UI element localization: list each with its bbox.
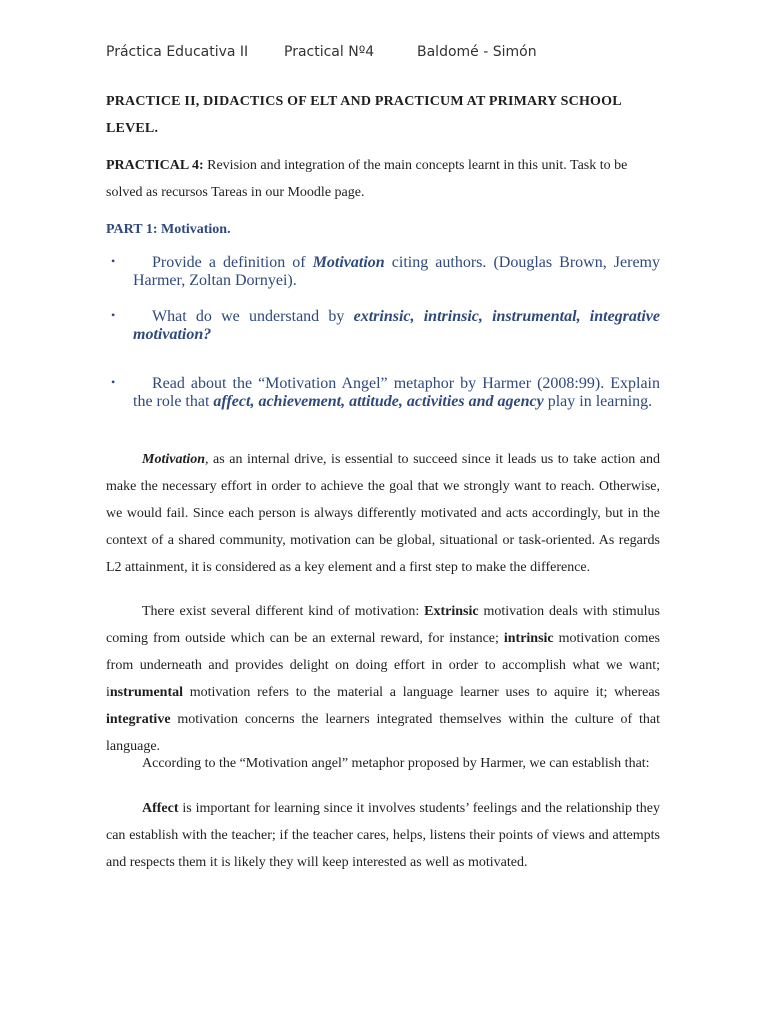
answer-text: motivation comes from underneath and provides delight on doing effort in order to accomplish what we want; i (106, 631, 660, 700)
answer-paragraph-1 (106, 446, 660, 581)
bullet-icon: • (111, 308, 116, 322)
answer-text: motivation refers to the material a language learner uses to aquire it; whereas (183, 685, 660, 700)
task-item-2 (106, 308, 660, 344)
task-emphasis: affect, achievement, attitude, activities and agency (213, 393, 544, 410)
term-extrinsic: Extrinsic (424, 604, 479, 619)
practical-intro (106, 152, 660, 206)
bullet-icon: • (111, 254, 116, 268)
answer-paragraph-2 (106, 598, 660, 760)
answer-text: motivation concerns the learners integrated themselves within the culture of that language. (106, 712, 660, 754)
task-text: play in learning. (543, 393, 653, 410)
term-intrinsic: intrinsic (503, 631, 554, 646)
answer-text: According to the “Motivation angel” metaphor proposed by Harmer, we can establish that: (142, 756, 650, 771)
answer-text: motivation deals with stimulus coming from outside which can be an external reward, for instance; (106, 604, 660, 646)
answer-text: is important for learning since it involves students’ feelings and the relationship they can establish with the teacher; if the teacher cares, helps, listens their points of views and attempts and respects them it is likely they will keep interested as well as motivated. (106, 801, 660, 870)
practical-label: PRACTICAL 4: (106, 158, 204, 173)
task-text: Read about the “Motivation Angel” metaphor by Harmer (2008:99). Explain the role that (133, 375, 660, 410)
bullet-icon: • (111, 375, 116, 389)
term-instrumental: nstrumental (109, 685, 184, 700)
term-affect: Affect (142, 801, 179, 816)
answer-paragraph-3 (106, 750, 660, 777)
task-text: citing authors. (Douglas Brown, Jeremy Harmer, Zoltan Dornyei). (133, 254, 660, 289)
answer-text: , as an internal drive, is essential to succeed since it leads us to take action and make the necessary effort in order to achieve the goal that we strongly want to reach. Otherwise, we would fail. Since each person is always differently motivated and acts accordingly, but in the context of a shared community, motivation can be global, situational or task-oriented. As regards L2 attainment, it is considered as a key element and a first step to make the difference. (106, 452, 660, 575)
answer-paragraph-4 (106, 795, 660, 876)
header-authors: Baldomé - Simón (417, 44, 537, 60)
task-item-3 (106, 375, 660, 411)
task-text: What do we understand by (152, 308, 354, 325)
term-integrative: integrative (106, 712, 171, 727)
header-course: Práctica Educativa II (106, 44, 249, 60)
task-item-1 (106, 254, 660, 290)
document-title: PRACTICE II, DIDACTICS OF ELT AND PRACTICUM AT PRIMARY SCHOOL LEVEL. (106, 94, 622, 136)
answer-text: There exist several different kind of motivation: (142, 604, 425, 619)
task-text: Provide a definition of (152, 254, 313, 271)
motivation-term: Motivation (142, 452, 206, 467)
part1-heading: PART 1: Motivation. (106, 222, 231, 237)
practical-text: Revision and integration of the main concepts learnt in this unit. Task to be solved as recursos Tareas in our Moodle page. (106, 158, 628, 200)
header-practical: Practical Nº4 (284, 44, 375, 60)
task-emphasis: Motivation (312, 254, 385, 271)
task-emphasis: extrinsic, intrinsic, instrumental, integrative motivation? (133, 308, 660, 343)
